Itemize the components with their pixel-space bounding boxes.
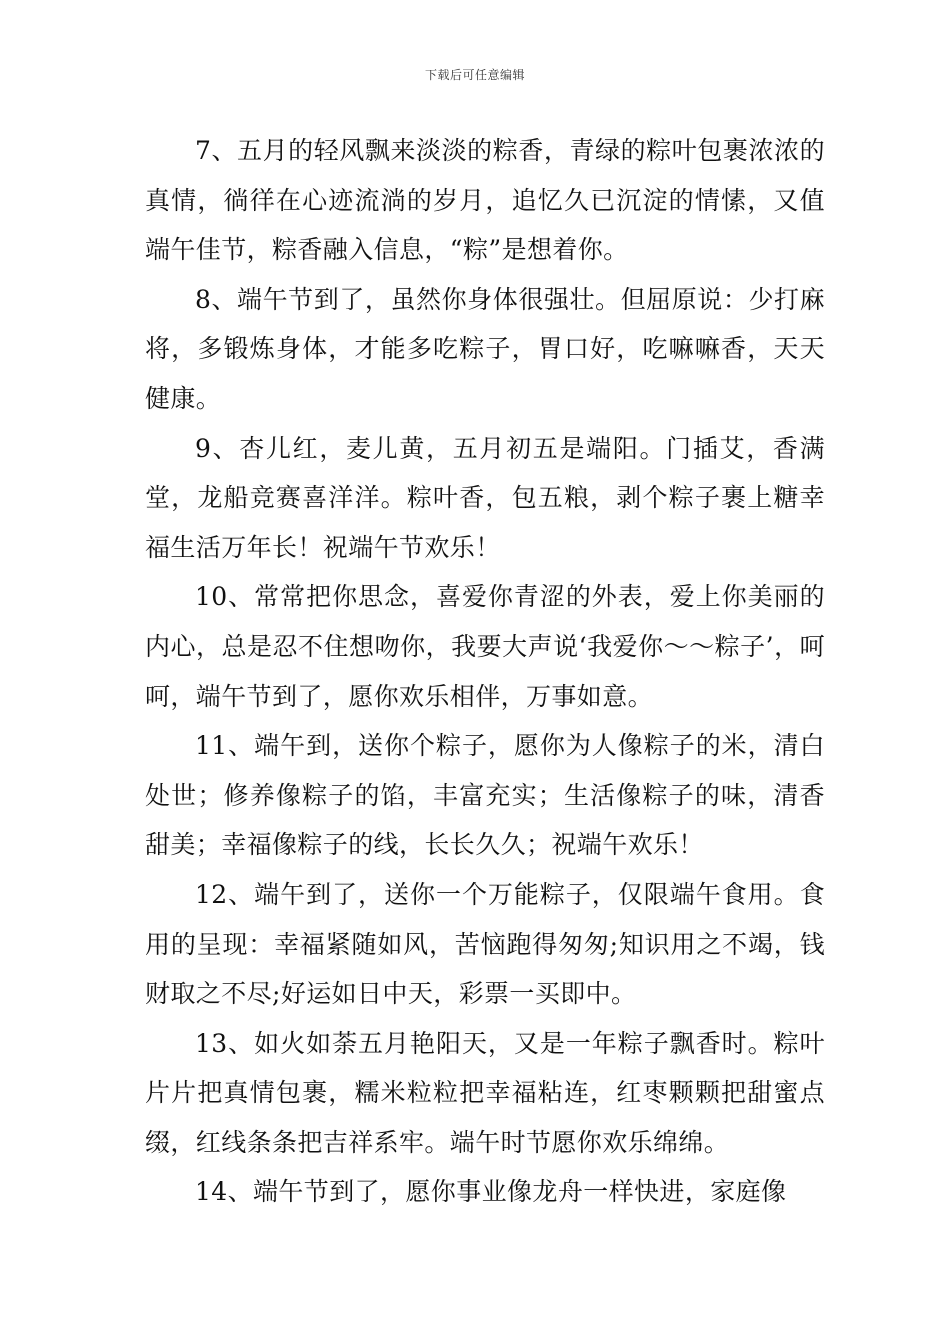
paragraph-13: 13、如火如荼五月艳阳天，又是一年粽子飘香时。粽叶片片把真情包裹，糯米粒粒把幸福粘连，红枣颗颗把甜蜜点缀，红线条条把吉祥系牢。端午时节愿你欢乐绵绵。 <box>145 1028 825 1157</box>
document-body <box>145 126 825 1217</box>
paragraph-8: 8、端午节到了，虽然你身体很强壮。但屈原说：少打麻将，多锻炼身体，才能多吃粽子，胃口好，吃嘛嘛香，天天健康。 <box>145 284 825 413</box>
paragraph-7: 7、五月的轻风飘来淡淡的粽香，青绿的粽叶包裹浓浓的真情，徜徉在心迹流淌的岁月，追忆久已沉淀的情愫，又值端午佳节，粽香融入信息，“粽”是想着你。 <box>145 136 825 265</box>
paragraph-10: 10、常常把你思念，喜爱你青涩的外表，爱上你美丽的内心，总是忍不住想吻你，我要大声说‘我爱你～～粽子’，呵呵，端午节到了，愿你欢乐相伴，万事如意。 <box>145 582 825 711</box>
page-header-caption: 下载后可任意编辑 <box>424 68 525 82</box>
paragraph-9: 9、杏儿红，麦儿黄，五月初五是端阳。门插艾，香满堂，龙船竞赛喜洋洋。粽叶香，包五粮，剥个粽子裹上糖幸福生活万年长！祝端午节欢乐！ <box>145 433 825 562</box>
paragraph-11: 11、端午到，送你个粽子，愿你为人像粽子的米，清白处世；修养像粽子的馅，丰富充实；生活像粽子的味，清香甜美；幸福像粽子的线，长长久久；祝端午欢乐！ <box>145 731 825 860</box>
paragraph-12: 12、端午到了，送你一个万能粽子，仅限端午食用。食用的呈现：幸福紧随如风，苦恼跑得匆匆;知识用之不竭，钱财取之不尽;好运如日中天，彩票一买即中。 <box>145 879 825 1009</box>
paragraph-14: 14、端午节到了，愿你事业像龙舟一样快进，家庭像 <box>195 1177 787 1207</box>
